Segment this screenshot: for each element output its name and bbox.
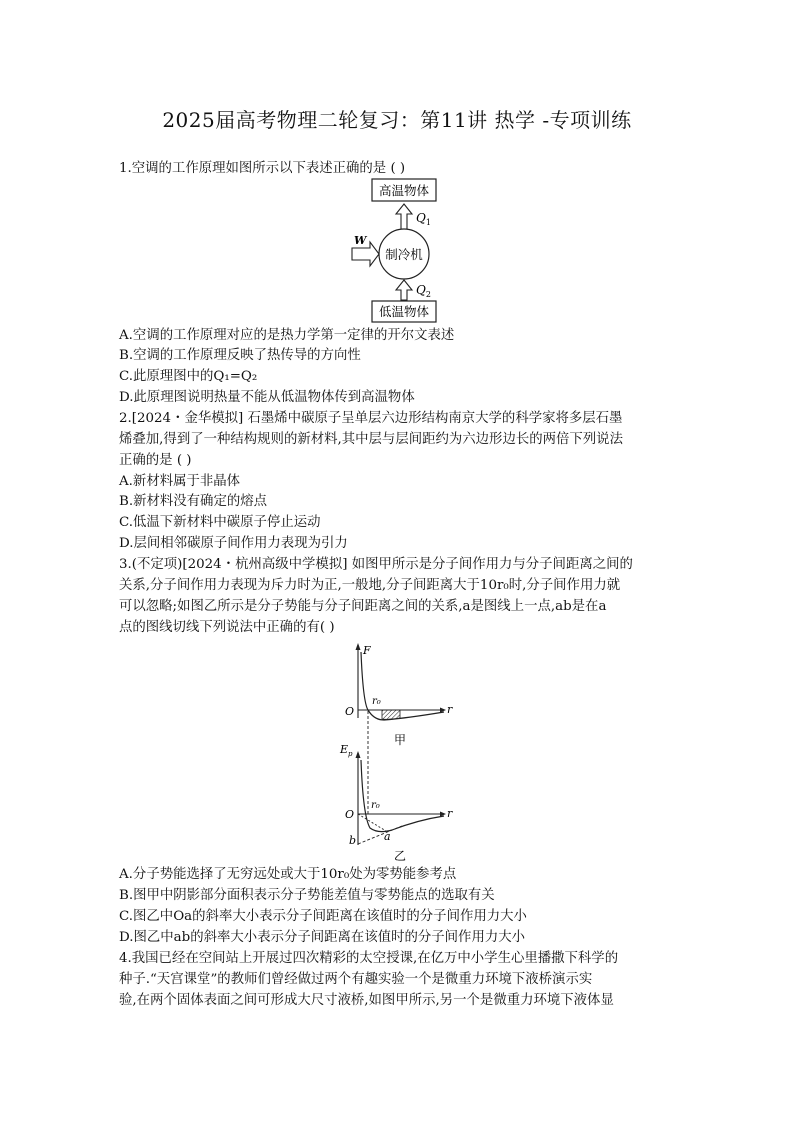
ep-tangent-line — [358, 826, 402, 844]
ep-x-label: r — [447, 807, 453, 820]
q2-option-b: B.新材料没有确定的熔点 — [119, 494, 268, 509]
ep-caption: 乙 — [394, 849, 407, 862]
q3-option-b: B.图甲中阴影部分面积表示分子势能差值与零势能点的选取有关 — [119, 888, 495, 903]
f-origin-label: O — [345, 705, 355, 718]
q2-option-d: D.层间相邻碳原子间作用力表现为引力 — [119, 536, 348, 551]
ep-point-b: b — [349, 834, 357, 847]
low-temp-label: 低温物体 — [378, 304, 430, 319]
q1-label: $Q_1$ — [416, 211, 431, 227]
q1-option-c: C.此原理图中的Q₁=Q₂ — [119, 369, 258, 384]
q2-option-c: C.低温下新材料中碳原子停止运动 — [119, 515, 321, 530]
q4-stem-line-3: 验,在两个固体表面之间可形成大尺寸液桥,如图甲所示,另一个是微重力环境下液体显 — [119, 993, 614, 1008]
page-title: 2025届高考物理二轮复习：第11讲 热学 -专项训练 — [162, 108, 632, 132]
q1-option-d: D.此原理图说明热量不能从低温物体传到高温物体 — [119, 390, 415, 405]
high-temp-label: 高温物体 — [378, 183, 430, 198]
q3-option-c: C.图乙中Oa的斜率大小表示分子间距离在该值时的分子间作用力大小 — [119, 909, 527, 924]
q3-stem-line-1: 3.(不定项)[2024・杭州高级中学模拟] 如图甲所示是分子间作用力与分子间距离之间的 — [119, 557, 633, 572]
heat-out-arrow — [396, 204, 412, 229]
q3-stem-line-4: 点的图线切线下列说法中正确的有( ) — [119, 620, 335, 635]
q1-option-a: A.空调的工作原理对应的是热力学第一定律的开尔文表述 — [119, 328, 455, 343]
ep-y-arrow — [356, 751, 361, 758]
f-shaded-area — [382, 710, 400, 719]
ep-y-label: $E_p$ — [340, 743, 353, 758]
ep-point-a: a — [384, 830, 391, 843]
ep-origin-label: O — [345, 808, 355, 821]
q4-stem-line-1: 4.我国已经在空间站上开展过四次精彩的太空授课,在亿万中小学生心里播撒下科学的 — [119, 951, 619, 966]
q3-option-d: D.图乙中ab的斜率大小表示分子间距离在该值时的分子间作用力大小 — [119, 930, 526, 945]
work-label: W — [354, 234, 367, 247]
refrigerator-label: 制冷机 — [385, 247, 423, 262]
f-y-arrow — [356, 643, 361, 650]
q2-stem-line-2: 烯叠加,得到了一种结构规则的新材料,其中层与层间距约为六边形边长的两倍下列说法 — [119, 432, 623, 447]
f-caption: 甲 — [394, 733, 407, 747]
q3-option-a: A.分子势能选择了无穷远处或大于10r₀处为零势能参考点 — [119, 867, 457, 882]
heat-in-arrow — [396, 280, 412, 300]
ep-oa-line — [358, 814, 386, 831]
f-r0-label: r₀ — [372, 696, 381, 707]
f-x-label: r — [447, 703, 453, 716]
ep-curve — [361, 760, 444, 832]
q3-stem-line-3: 可以忽略;如图乙所示是分子势能与分子间距离之间的关系,a是图线上一点,ab是在a — [119, 599, 607, 614]
q2-label: $Q_2$ — [416, 283, 431, 299]
molecular-force-graphs — [330, 640, 470, 862]
q4-stem-line-2: 种子.“天宫课堂”的教师们曾经做过两个有趣实验一个是微重力环境下液桥演示实 — [119, 972, 593, 987]
q2-stem-line-1: 2.[2024・金华模拟] 石墨烯中碳原子呈单层六边形结构南京大学的科学家将多层石墨 — [119, 411, 623, 426]
q2-stem-line-3: 正确的是 ( ) — [119, 453, 192, 468]
q2-option-a: A.新材料属于非晶体 — [119, 474, 241, 489]
q1-stem: 1.空调的工作原理如图所示以下表述正确的是 ( ) — [119, 161, 406, 176]
ep-r0-label: r₀ — [371, 800, 380, 811]
refrigerator-diagram — [340, 176, 460, 324]
q1-option-b: B.空调的工作原理反映了热传导的方向性 — [119, 348, 361, 363]
f-y-label: F — [363, 644, 371, 657]
q3-stem-line-2: 关系,分子间作用力表现为斥力时为正,一般地,分子间距离大于10r₀时,分子间作用力就 — [119, 578, 621, 593]
